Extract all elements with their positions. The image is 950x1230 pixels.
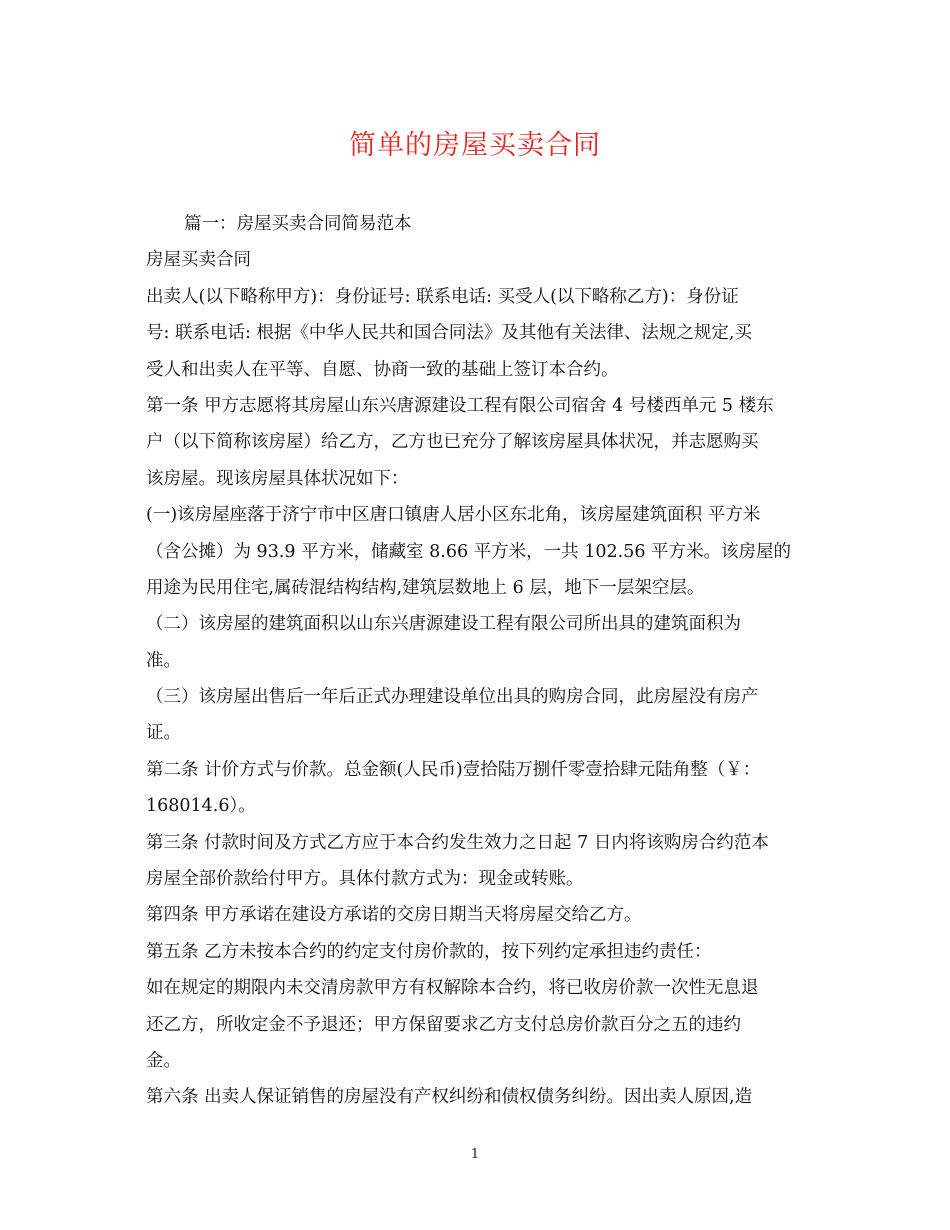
document-body	[146, 206, 814, 1116]
article-line: 第一条 甲方志愿将其房屋山东兴唐源建设工程有限公司宿舍 4 号楼西单元 5 楼东	[146, 395, 774, 416]
paragraph-line: 出卖人(以下略称甲方)：身份证号: 联系电话: 买受人(以下略称乙方)：身份证	[146, 286, 739, 307]
article-line: 第五条 乙方未按本合约的约定支付房价款的，按下列约定承担违约责任：	[146, 941, 712, 962]
clause-line: (一)该房屋座落于济宁市中区唐口镇唐人居小区东北角，该房屋建筑面积 平方米	[146, 505, 761, 526]
paragraph-line: 金。	[146, 1050, 181, 1071]
document-title: 简单的房屋买卖合同	[349, 130, 601, 161]
page-number: 1	[470, 1147, 480, 1162]
article-line: 房屋全部价款给付甲方。具体付款方式为：现金或转账。	[146, 869, 584, 890]
clause-line: 证。	[146, 723, 181, 744]
article-line: 168014.6）。	[146, 796, 256, 817]
paragraph-line: 如在规定的期限内未交清房款甲方有权解除本合约，将已收房价款一次性无息退	[146, 978, 759, 999]
clause-line: 用途为民用住宅,属砖混结构结构,建筑层数地上 6 层，地下一层架空层。	[146, 577, 705, 598]
article-line: 第三条 付款时间及方式乙方应于本合约发生效力之日起 7 日内将该购房合约范本	[146, 832, 769, 853]
article-line: 第四条 甲方承诺在建设方承诺的交房日期当天将房屋交给乙方。	[146, 905, 642, 926]
clause-line: （三）该房屋出售后一年后正式办理建设单位出具的购房合同，此房屋没有房产	[146, 687, 759, 708]
clause-line: （含公摊）为 93.9 平方米，储藏室 8.66 平方米，一共 102.56 平方米。该房屋的	[146, 541, 792, 562]
article-line: 第六条 出卖人保证销售的房屋没有产权纠纷和债权债务纠纷。因出卖人原因,造	[146, 1087, 753, 1108]
paragraph-line: 还乙方，所收定金不予退还；甲方保留要求乙方支付总房价款百分之五的违约	[146, 1014, 741, 1035]
contract-heading: 房屋买卖合同	[146, 250, 251, 271]
section-heading: 篇一：房屋买卖合同简易范本	[184, 214, 412, 234]
clause-line: 准。	[146, 650, 181, 671]
paragraph-line: 受人和出卖人在平等、自愿、协商一致的基础上签订本合约。	[146, 359, 619, 380]
clause-line: （二）该房屋的建筑面积以山东兴唐源建设工程有限公司所出具的建筑面积为	[146, 614, 741, 635]
article-line: 第二条 计价方式与价款。总金额(人民币)壹拾陆万捌仟零壹拾肆元陆角整（￥：	[146, 759, 761, 780]
article-line: 该房屋。现该房屋具体状况如下：	[146, 468, 409, 489]
article-line: 户（以下简称该房屋）给乙方，乙方也已充分了解该房屋具体状况，并志愿购买	[146, 432, 759, 453]
paragraph-line: 号: 联系电话: 根据《中华人民共和国合同法》及其他有关法律、法规之规定,买	[146, 323, 752, 344]
